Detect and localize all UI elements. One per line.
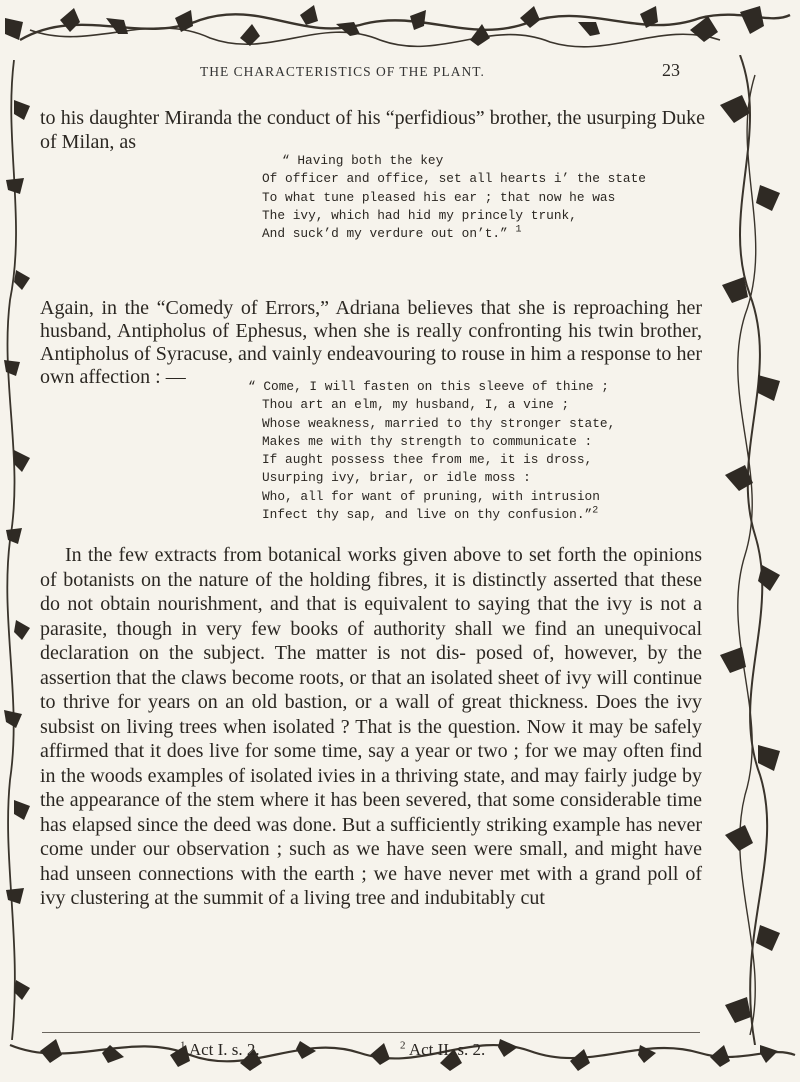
quote-line: Of officer and office, set all hearts i’ the state: [262, 171, 646, 187]
block-quote-1: [262, 152, 682, 243]
quote-line: “ Come, I will fasten on this sleeve of thine ;: [248, 379, 609, 394]
ivy-border-right-icon: [700, 55, 800, 1045]
quote-line: To what tune pleased his ear ; that now he was: [262, 189, 616, 205]
paragraph-3: In the few extracts from botanical works given above to set forth the opinions of botanists on the nature of the holding fibres, it is distinctly asserted that these do not obtain nourishment, and that is equivalent to saying that the ivy is not a parasite, though in very few books of authority shall we find an unequivocal declaration on the subject. The matter is not dis- posed of, however, by the assertion that the claws become roots, or that an isolated sheet of ivy will continue to thrive for years on an old bastion, or a wall of great thickness. Does the ivy subsist on living trees when isolated ? That is the question. Now it may be safely affirmed that it does live for some time, say a year or two ; for we may often find in the woods examples of isolated ivies in a thriving state, and may fairly judge by the appearance of the stem where it has been severed, that some considerable time has elapsed since the deed was done. But a sufficiently striking example has never come under our observation ; such as we have seen were small, and might have had unseen connections with the earth ; we have never met with a grand poll of ivy clustering at the summit of a living tree and indubitably cut: [40, 544, 702, 909]
quote-line-text: And suck’d my verdure out on’t.”: [262, 226, 508, 242]
quote-line: The ivy, which had hid my princely trunk,: [262, 207, 577, 223]
quote-line: Usurping ivy, briar, or idle moss :: [262, 470, 531, 486]
page-number: 23: [662, 60, 680, 80]
footnote-text: Act II. s. 2.: [408, 1040, 486, 1059]
quote-line: “ Having both the key: [282, 153, 444, 168]
quote-line: Makes me with thy strength to communicate :: [262, 433, 593, 449]
footnote-text: Act I. s. 2.: [188, 1040, 260, 1059]
footnote-1: [180, 1040, 260, 1060]
quote-line: Who, all for want of pruning, with intrusion: [262, 488, 600, 504]
footnote-marker: 2: [592, 505, 599, 517]
quote-line-text: Infect thy sap, and live on thy confusion.”: [262, 507, 593, 523]
ivy-border-left-icon: [0, 60, 36, 1040]
page-header: [200, 60, 710, 88]
quote-line-last: [248, 506, 688, 524]
footnote-divider: [42, 1032, 700, 1033]
footnote-marker: 1: [515, 224, 522, 236]
quote-line: If aught possess thee from me, it is dross,: [262, 452, 593, 468]
block-quote-2: [248, 378, 688, 524]
footnotes: [180, 1040, 680, 1064]
quote-line: Thou art an elm, my husband, I, a vine ;: [262, 397, 570, 413]
footnote-mark: 1: [180, 1039, 186, 1052]
quote-line: Whose weakness, married to thy stronger state,: [262, 415, 616, 431]
footnote-mark: 2: [400, 1039, 406, 1052]
quote-line-last: [262, 225, 682, 243]
paragraph-1: to his daughter Miranda the conduct of his “perfidious” brother, the usurping Duke of Milan, as: [40, 107, 705, 153]
footnote-2: [400, 1040, 485, 1060]
running-head: THE CHARACTERISTICS OF THE PLANT.: [200, 64, 485, 79]
paragraph-2: Again, in the “Comedy of Errors,” Adriana believes that she is reproaching her husband, Antipholus of Ephesus, when she is really confronting his twin brother, Antipholus of Syracuse, and vainly endeavouring to rouse in him a response to her own affection : —: [40, 297, 702, 388]
